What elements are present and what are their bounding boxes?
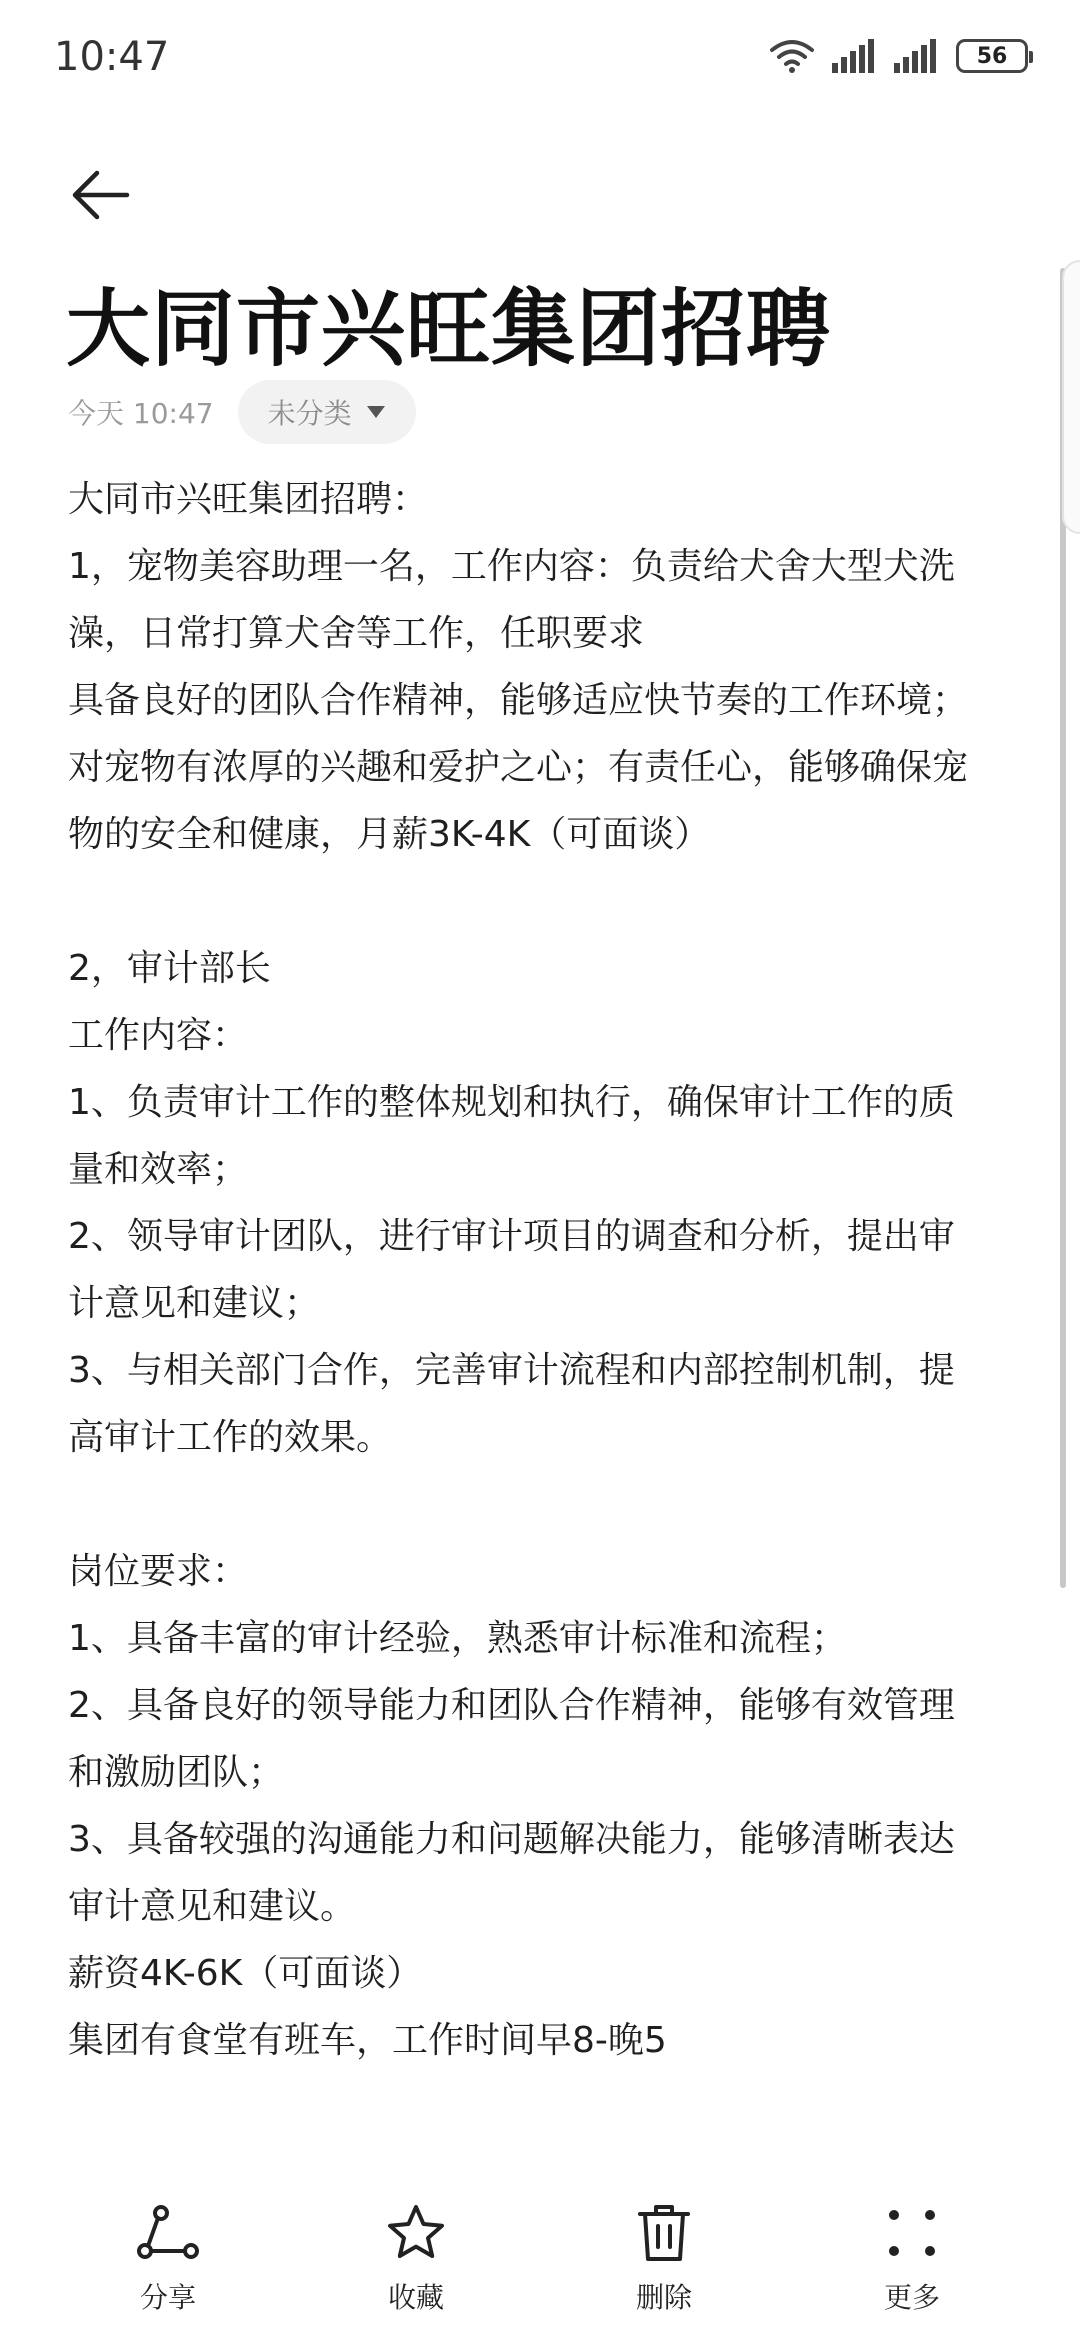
status-icons: [770, 38, 1028, 74]
note-line: 3、与相关部门合作，完善审计流程和内部控制机制，提: [68, 1350, 955, 1391]
note-blank-line: [68, 868, 1018, 935]
more-label: 更多: [883, 2281, 940, 2314]
note-body[interactable]: [68, 466, 1018, 2074]
note-line: 计意见和建议；: [68, 1283, 321, 1324]
delete-button[interactable]: [574, 2198, 754, 2318]
category-label: 未分类: [267, 397, 352, 430]
note-date: 今天 10:47: [68, 397, 214, 430]
note-line: 澡，日常打算犬舍等工作，任职要求: [68, 613, 645, 654]
status-bar: [0, 0, 1080, 120]
note-line: 2，审计部长: [68, 948, 271, 989]
star-icon: [385, 2203, 447, 2263]
delete-label: 删除: [635, 2281, 692, 2314]
edge-panel-handle[interactable]: [1062, 260, 1080, 534]
triangle-down-icon: [366, 405, 386, 419]
note-line: 1、负责审计工作的整体规划和执行，确保审计工作的质: [68, 1082, 955, 1123]
note-line: 和激励团队；: [68, 1752, 285, 1793]
note-line: 工作内容：: [68, 1015, 249, 1056]
more-dots-icon: [884, 2205, 940, 2261]
arrow-left-icon: [69, 169, 131, 221]
note-meta: [68, 380, 416, 444]
note-blank-line: [68, 1471, 1018, 1538]
wifi-icon: [770, 38, 814, 74]
note-line: 2、具备良好的领导能力和团队合作精神，能够有效管理: [68, 1685, 955, 1726]
favorite-button[interactable]: [326, 2198, 506, 2318]
signal-icon-1: [832, 39, 876, 73]
note-line: 岗位要求：: [68, 1551, 249, 1592]
more-button[interactable]: [822, 2198, 1002, 2318]
category-dropdown[interactable]: [238, 380, 416, 444]
share-button[interactable]: [78, 2198, 258, 2318]
note-line: 薪资4K-6K（可面谈）: [68, 1953, 423, 1994]
note-line: 高审计工作的效果。: [68, 1417, 393, 1458]
note-line: 量和效率；: [68, 1149, 249, 1190]
note-line: 2、领导审计团队，进行审计项目的调查和分析，提出审: [68, 1216, 955, 1257]
note-title[interactable]: 大同市兴旺集团招聘: [66, 280, 832, 378]
back-button[interactable]: [60, 155, 140, 235]
note-line: 对宠物有浓厚的兴趣和爱护之心；有责任心，能够确保宠: [68, 747, 969, 788]
note-line: 3、具备较强的沟通能力和问题解决能力，能够清晰表达: [68, 1819, 955, 1860]
share-icon: [137, 2205, 199, 2261]
note-line: 具备良好的团队合作精神，能够适应快节奏的工作环境；: [68, 680, 969, 721]
note-line: 物的安全和健康，月薪3K-4K（可面谈）: [68, 814, 711, 855]
favorite-label: 收藏: [387, 2281, 444, 2314]
trash-icon: [636, 2202, 692, 2264]
battery-icon: 56: [956, 39, 1028, 73]
note-line: 1，宠物美容助理一名，工作内容：负责给犬舍大型犬洗: [68, 546, 955, 587]
note-line: 集团有食堂有班车，工作时间早8-晚5: [68, 2020, 667, 2061]
note-line: 审计意见和建议。: [68, 1886, 357, 1927]
note-line: 大同市兴旺集团招聘：: [68, 479, 429, 520]
status-time: 10:47: [54, 34, 170, 80]
share-label: 分享: [139, 2281, 196, 2314]
note-line: 1、具备丰富的审计经验，熟悉审计标准和流程；: [68, 1618, 847, 1659]
signal-icon-2: [894, 39, 938, 73]
